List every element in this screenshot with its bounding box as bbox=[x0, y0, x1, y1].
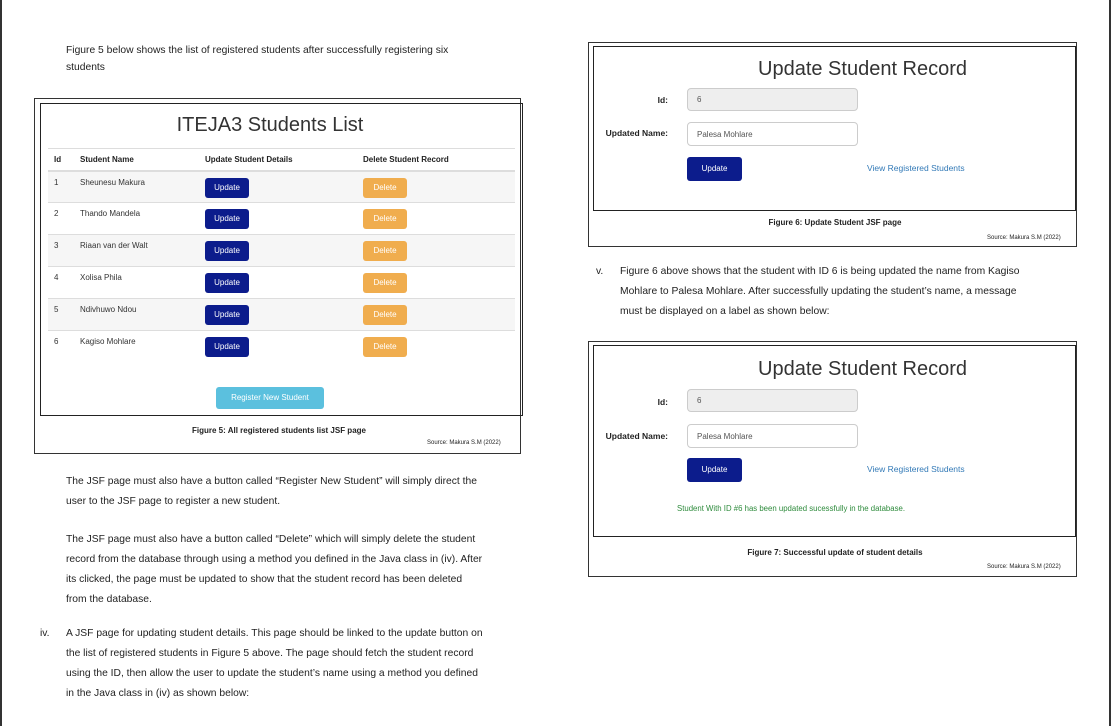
update-button[interactable]: Update bbox=[205, 241, 249, 261]
figure-7-source: Source: Makura S.M (2022) bbox=[987, 564, 1061, 570]
figure-7-name-label: Updated Name: bbox=[605, 431, 668, 441]
paragraph-register bbox=[66, 472, 526, 512]
row-id: 5 bbox=[48, 299, 74, 331]
figure-7-name-input[interactable]: Palesa Mohlare bbox=[687, 424, 858, 448]
row-id: 4 bbox=[48, 267, 74, 299]
figure-7-id-input[interactable]: 6 bbox=[687, 389, 858, 412]
update-button[interactable]: Update bbox=[205, 305, 249, 325]
paragraph-line: must be displayed on a label as shown below: bbox=[620, 306, 830, 317]
intro-paragraph bbox=[66, 42, 526, 76]
figure-7-update-button[interactable]: Update bbox=[687, 458, 742, 482]
row-id: 1 bbox=[48, 171, 74, 203]
figure-7-caption: Figure 7: Successful update of student details bbox=[747, 548, 923, 557]
table-row bbox=[48, 331, 515, 363]
figure-7-success-message: Student With ID #6 has been updated sucessfully in the database. bbox=[677, 504, 905, 513]
paragraph-line: The JSF page must also have a button called “Delete” which will simply delete the student bbox=[66, 534, 476, 545]
paragraph-line: The JSF page must also have a button called “Register New Student” will simply direct the bbox=[66, 476, 477, 487]
figure-6-id-input[interactable]: 6 bbox=[687, 88, 858, 111]
paragraph-line: Figure 6 above shows that the student with ID 6 is being updated the name from Kagiso bbox=[620, 266, 1020, 277]
item-v-marker: v. bbox=[596, 266, 604, 277]
figure-6-name-input[interactable]: Palesa Mohlare bbox=[687, 122, 858, 146]
paragraph-line: the list of registered students in Figure 5 above. The page should fetch the student record bbox=[66, 648, 474, 659]
table-row bbox=[48, 299, 515, 331]
figure-5-caption: Figure 5: All registered students list JSF page bbox=[192, 426, 366, 435]
figure-6-caption: Figure 6: Update Student JSF page bbox=[768, 218, 902, 227]
table-row bbox=[48, 267, 515, 299]
figure-6-id-label: Id: bbox=[657, 95, 668, 105]
figure-7-form-title: Update Student Record bbox=[758, 358, 968, 380]
paragraph-line: Mohlare to Palesa Mohlare. After successfully updating the student’s name, a message bbox=[620, 286, 1017, 297]
header-student-name: Student Name bbox=[74, 149, 199, 171]
paragraph-line: in the Java class in (iv) as shown below: bbox=[66, 688, 250, 699]
table-row bbox=[48, 203, 515, 235]
paragraph-item-v bbox=[620, 262, 1090, 322]
figure-6-form-title: Update Student Record bbox=[758, 58, 968, 80]
paragraph-line: from the database. bbox=[66, 594, 152, 605]
row-name: Sheunesu Makura bbox=[74, 171, 199, 203]
figure-6-name-label: Updated Name: bbox=[605, 128, 668, 138]
delete-button[interactable]: Delete bbox=[363, 305, 407, 325]
figure-6-source: Source: Makura S.M (2022) bbox=[987, 235, 1061, 241]
row-name: Thando Mandela bbox=[74, 203, 199, 235]
paragraph-delete bbox=[66, 530, 526, 610]
figure-6-update-button[interactable]: Update bbox=[687, 157, 742, 181]
paragraph-item-iv bbox=[66, 624, 531, 704]
paragraph-line: using the ID, then allow the user to update the student’s name using a method you defined bbox=[66, 668, 478, 679]
students-table bbox=[48, 148, 515, 363]
paragraph-line: user to the JSF page to register a new student. bbox=[66, 496, 281, 507]
students-list-title: ITEJA3 Students List bbox=[176, 114, 364, 136]
delete-button[interactable]: Delete bbox=[363, 273, 407, 293]
register-new-student-button[interactable]: Register New Student bbox=[216, 387, 324, 409]
paragraph-line: A JSF page for updating student details. This page should be linked to the update button on bbox=[66, 628, 483, 639]
paragraph-line: record from the database through using a method you defined in the Java class in (iv). After bbox=[66, 554, 483, 565]
header-update: Update Student Details bbox=[199, 149, 357, 171]
table-header-row bbox=[48, 149, 515, 171]
figure-7-view-registered-link[interactable]: View Registered Students bbox=[867, 464, 965, 474]
row-id: 2 bbox=[48, 203, 74, 235]
delete-button[interactable]: Delete bbox=[363, 209, 407, 229]
update-button[interactable]: Update bbox=[205, 209, 249, 229]
item-iv-marker: iv. bbox=[40, 628, 50, 639]
paragraph-line: its clicked, the page must be updated to show that the student record has been deleted bbox=[66, 574, 463, 585]
figure-6-view-registered-link[interactable]: View Registered Students bbox=[867, 163, 965, 173]
intro-line-1: Figure 5 below shows the list of registered students after successfully registering six bbox=[66, 45, 449, 56]
row-name: Kagiso Mohlare bbox=[74, 331, 199, 363]
delete-button[interactable]: Delete bbox=[363, 337, 407, 357]
row-id: 3 bbox=[48, 235, 74, 267]
update-button[interactable]: Update bbox=[205, 273, 249, 293]
row-id: 6 bbox=[48, 331, 74, 363]
row-name: Ndivhuwo Ndou bbox=[74, 299, 199, 331]
update-button[interactable]: Update bbox=[205, 178, 249, 198]
table-row bbox=[48, 171, 515, 203]
delete-button[interactable]: Delete bbox=[363, 178, 407, 198]
delete-button[interactable]: Delete bbox=[363, 241, 407, 261]
row-name: Xolisa Phila bbox=[74, 267, 199, 299]
table-row bbox=[48, 235, 515, 267]
header-id: Id bbox=[48, 149, 74, 171]
row-name: Riaan van der Walt bbox=[74, 235, 199, 267]
intro-line-2: students bbox=[66, 62, 105, 73]
figure-5-source: Source: Makura S.M (2022) bbox=[427, 440, 501, 446]
update-button[interactable]: Update bbox=[205, 337, 249, 357]
figure-7-id-label: Id: bbox=[657, 397, 668, 407]
header-delete: Delete Student Record bbox=[357, 149, 515, 171]
